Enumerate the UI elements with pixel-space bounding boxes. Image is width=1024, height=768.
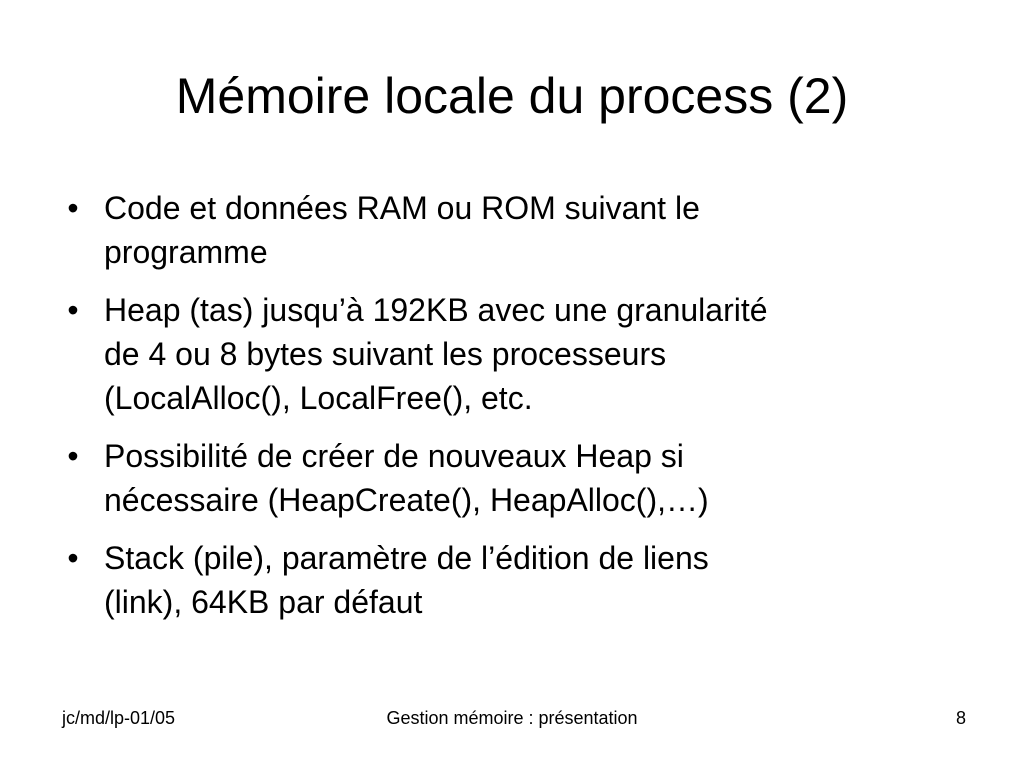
footer-reference: jc/md/lp-01/05	[62, 708, 176, 728]
bullet-icon: •	[67, 292, 79, 328]
bullet-text-line: Heap (tas) jusqu’à 192KB avec une granularité	[104, 292, 768, 328]
bullet-icon: •	[67, 540, 79, 576]
bullet-item	[58, 434, 958, 522]
bullet-text-line: Code et données RAM ou ROM suivant le	[104, 190, 700, 226]
bullet-text-line: programme	[104, 234, 268, 270]
footer-title: Gestion mémoire : présentation	[386, 708, 638, 728]
slide-number: 8	[955, 708, 966, 728]
bullet-text-line: (link), 64KB par défaut	[104, 584, 423, 620]
bullet-text-line: de 4 ou 8 bytes suivant les processeurs	[104, 336, 667, 372]
bullet-text-line: nécessaire (HeapCreate(), HeapAlloc(),…)	[104, 482, 709, 518]
slide-title: Mémoire locale du process (2)	[175, 68, 849, 124]
bullet-list	[58, 186, 958, 638]
bullet-text-line: Possibilité de créer de nouveaux Heap si	[104, 438, 684, 474]
bullet-icon: •	[67, 438, 79, 474]
bullet-item	[58, 536, 958, 624]
bullet-text-line: Stack (pile), paramètre de l’édition de liens	[104, 540, 709, 576]
bullet-item	[58, 186, 958, 274]
bullet-text-line: (LocalAlloc(), LocalFree(), etc.	[104, 380, 533, 416]
bullet-item	[58, 288, 958, 420]
bullet-icon: •	[67, 190, 79, 226]
